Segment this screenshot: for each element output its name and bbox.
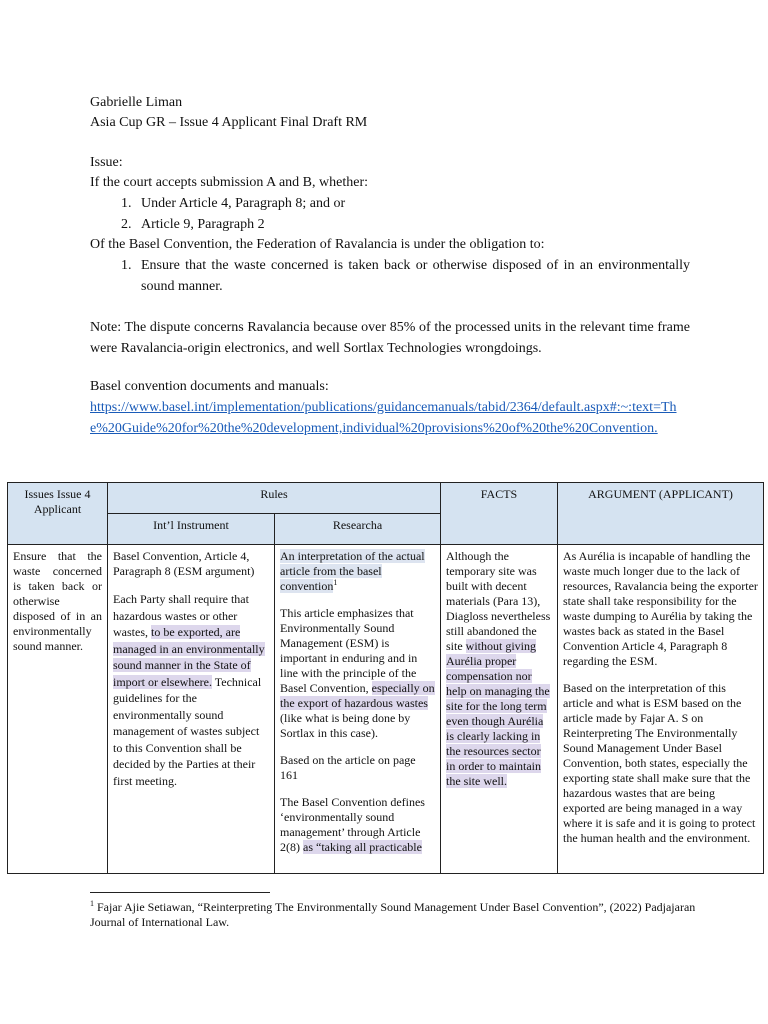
argument-cell <box>558 545 764 874</box>
issue-intro: If the court accepts submission A and B, whether: <box>90 175 368 190</box>
research-definition: The Basel Convention defines ‘environmentally sound management’ through Article 2(8) as “taking all practicable <box>280 795 425 854</box>
research-cell <box>275 545 441 874</box>
footnote-divider <box>90 892 270 893</box>
argument-paragraph-2: Based on the interpretation of this article and what is ESM based on the article made by Fajar A. S on Reinterpreting The Environmentally Sound Management Under Basel Convention, both states, especially the exporting state shall make sure that the hazardous wastes that are being exported are being managed in a way where it is safe and it is going to protect the human health and the environment. <box>563 681 756 845</box>
facts-cell: Although the temporary site was built with decent materials (Para 13), Diagloss nevertheless still abandoned the site without giving Aurélia proper compensation nor help on managing the site for the long term even though Aurélia is clearly lacking in the resources sector in order to maintain the site well. <box>441 545 558 874</box>
footnote: $^1$ Fajar Ajie Setiawan, “Reinterpreting The Environmentally Sound Management Under Basel Convention”, (2022) Padjajaran Journal of International Law. <box>90 899 696 929</box>
footnote-mark: 1 <box>90 899 94 908</box>
header-intl-instrument: Int’l Instrument <box>108 514 275 545</box>
intl-article-ref: Basel Convention, Article 4, Paragraph 8 (ESM argument) <box>113 549 255 578</box>
footnote-ref[interactable]: 1 <box>333 578 338 587</box>
header-rules: Rules <box>108 483 441 514</box>
research-page-ref: Based on the article on page 161 <box>280 753 416 782</box>
research-interpretation: An interpretation of the actual article from the basel convention$^1$ <box>280 549 425 593</box>
author-name: Gabrielle Liman <box>90 95 183 110</box>
header-issues: Issues Issue 4 Applicant <box>8 483 108 545</box>
argument-table <box>7 482 764 874</box>
document-header <box>90 93 690 439</box>
list-item: 1. Under Article 4, Paragraph 8; and or <box>135 193 690 214</box>
intl-article-text: Each Party shall require that hazardous wastes or other wastes, to be exported, are managed in an environmentally sound manner in the State of import or elsewhere. Technical guidelines for the environmentally sound management of wastes subject to this Convention shall be decided by the Parties at their first meeting. <box>113 592 265 788</box>
issue-label: Issue: <box>90 155 123 170</box>
issue-cell: Ensure that the waste concerned is taken back or otherwise disposed of in an environmentally sound manner. <box>8 545 108 874</box>
header-argument: ARGUMENT (APPLICANT) <box>558 483 764 545</box>
basel-guidance-link[interactable]: https://www.basel.int/implementation/publications/guidancemanuals/tabid/2364/default.aspx#:~:text=The%20Guide%20for%20the%20development,individual%20provisions%20of%20the%20Convention. <box>90 400 677 436</box>
argument-paragraph-1: As Aurélia is incapable of handling the waste much longer due to the lack of resources, Ravalancia being the exporter state shall take responsibility for the waste dumping to Aurélia by taking the wastes back as stated in the Basel Convention Article 4, Paragraph 8 regarding the ESM. <box>563 549 758 668</box>
header-facts: FACTS <box>441 483 558 545</box>
document-title: Asia Cup GR – Issue 4 Applicant Final Draft RM <box>90 115 368 130</box>
issue-list-articles <box>90 193 690 235</box>
note-paragraph: Note: The dispute concerns Ravalancia because over 85% of the processed units in the relevant time frame were Ravalancia-origin electronics, and well Sortlax Technologies wrongdoings. <box>90 320 690 356</box>
issue-of-line: Of the Basel Convention, the Federation of Ravalancia is under the obligation to: <box>90 237 545 252</box>
research-emphasis: This article emphasizes that Environmentally Sound Management (ESM) is important in enduring and in line with the principle of the Basel Convention, especially on the export of hazardous wastes (like what is being done by Sortlax in this case). <box>280 606 435 740</box>
docs-label: Basel convention documents and manuals: <box>90 379 329 394</box>
list-item: 1. Ensure that the waste concerned is taken back or otherwise disposed of in an environmentally sound manner. <box>135 255 690 297</box>
issue-list-obligation <box>90 255 690 297</box>
intl-instrument-cell <box>108 545 275 874</box>
header-research: Researcha <box>275 514 441 545</box>
list-item: 2. Article 9, Paragraph 2 <box>135 214 690 235</box>
